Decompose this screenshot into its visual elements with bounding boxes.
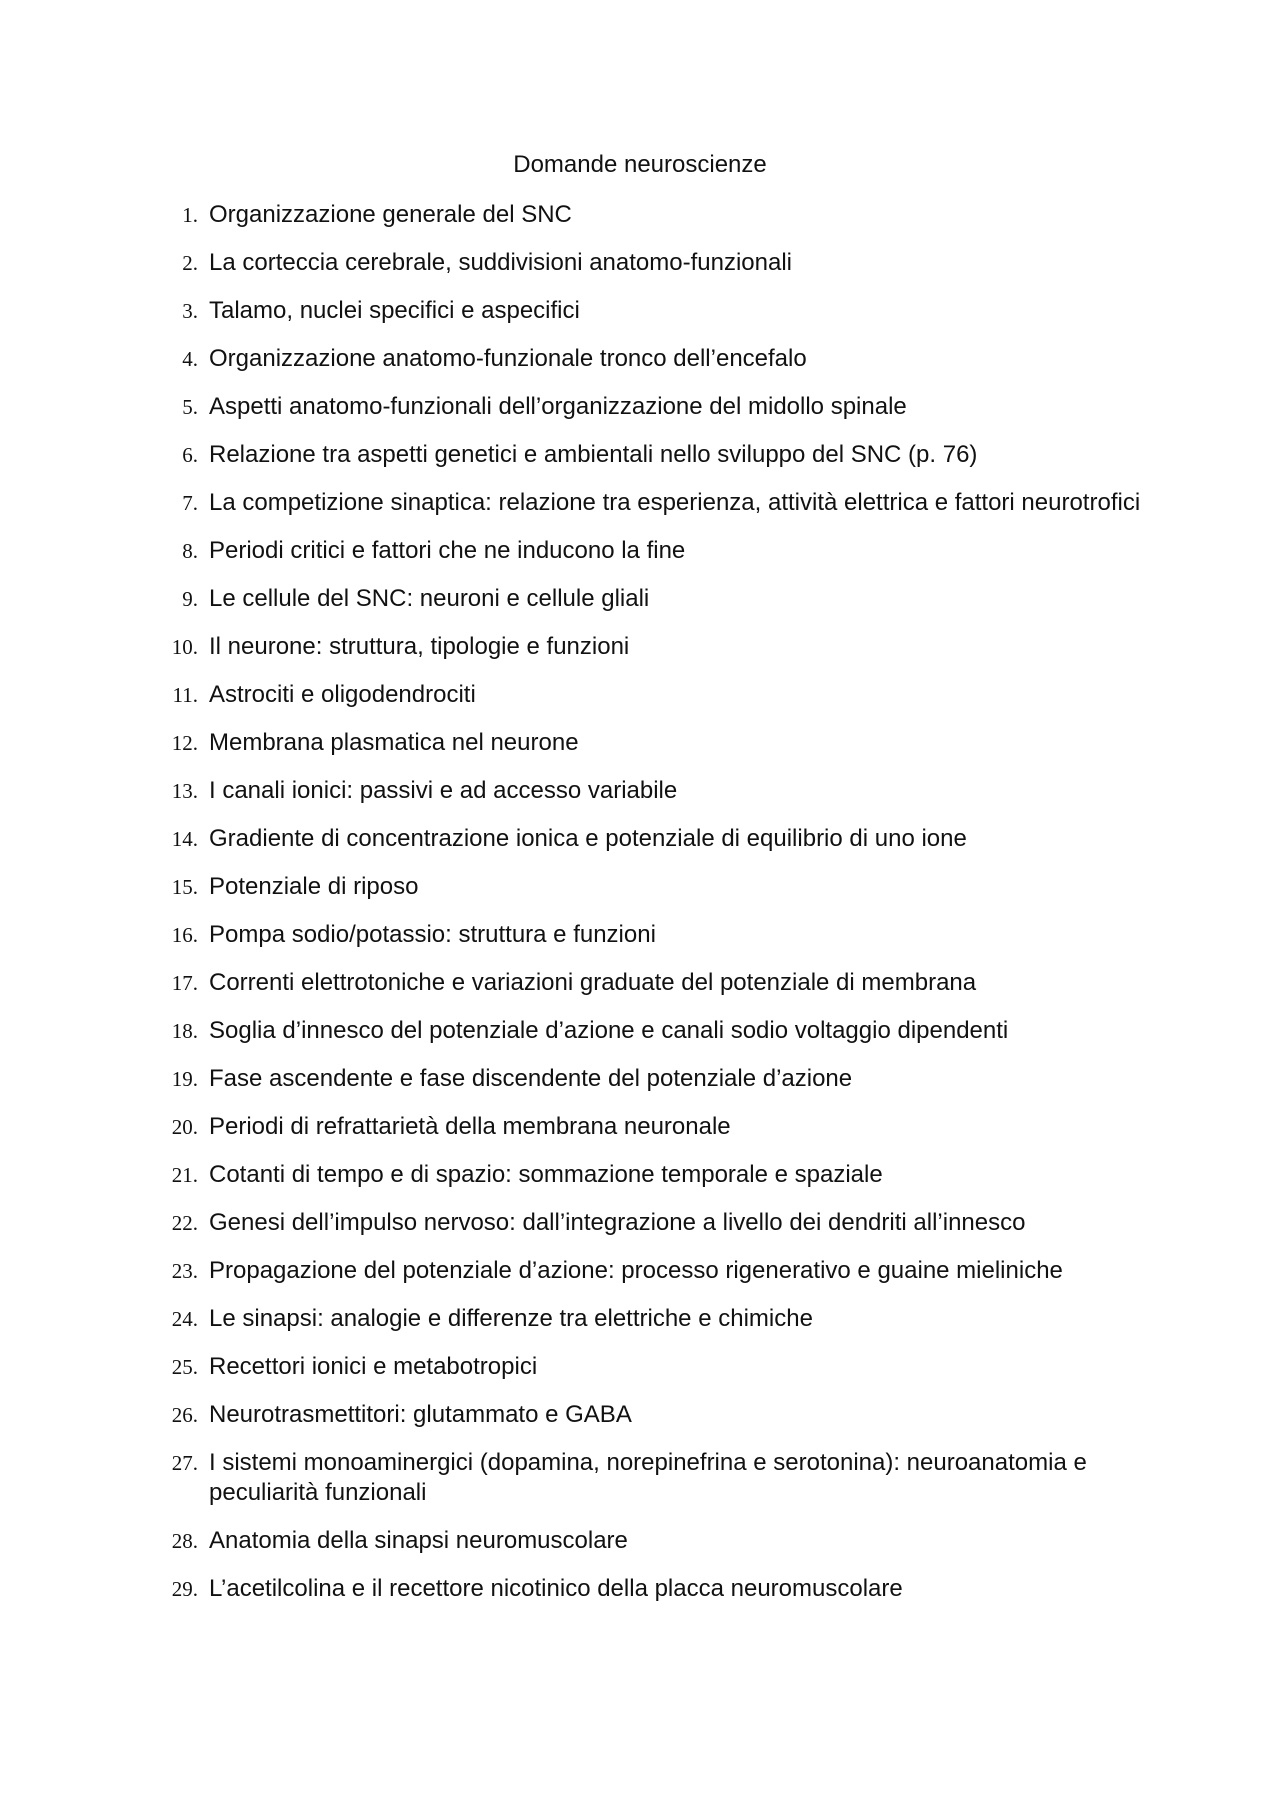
list-item bbox=[150, 248, 1150, 278]
list-item bbox=[150, 872, 1150, 902]
item-number: 12. bbox=[171, 731, 198, 755]
item-number: 28. bbox=[171, 1529, 198, 1553]
item-text: L’acetilcolina e il recettore nicotinico della placca neuromuscolare bbox=[209, 1575, 903, 1602]
item-number: 24. bbox=[171, 1307, 198, 1331]
list-item bbox=[150, 1400, 1150, 1430]
list-item bbox=[150, 632, 1150, 662]
item-number: 29. bbox=[171, 1577, 198, 1601]
list-item bbox=[150, 200, 1150, 230]
list-item bbox=[150, 1256, 1150, 1286]
item-text: La competizione sinaptica: relazione tra esperienza, attività elettrica e fattori neurotrofici bbox=[209, 489, 1141, 516]
list-item bbox=[150, 1112, 1150, 1142]
item-number: 7. bbox=[182, 491, 198, 515]
item-number: 2. bbox=[182, 251, 198, 275]
item-number: 13. bbox=[171, 779, 198, 803]
list-item bbox=[150, 968, 1150, 998]
item-number: 10. bbox=[171, 635, 198, 659]
list-item bbox=[150, 776, 1150, 806]
list-item bbox=[150, 536, 1150, 566]
item-number: 22. bbox=[171, 1211, 198, 1235]
item-text: Pompa sodio/potassio: struttura e funzioni bbox=[209, 921, 656, 948]
item-text: Propagazione del potenziale d’azione: processo rigenerativo e guaine mieliniche bbox=[209, 1257, 1063, 1284]
item-text: Aspetti anatomo-funzionali dell’organizzazione del midollo spinale bbox=[209, 393, 907, 420]
item-text: Il neurone: struttura, tipologie e funzioni bbox=[209, 633, 630, 660]
question-list bbox=[150, 200, 1150, 1622]
item-text: Neurotrasmettitori: glutammato e GABA bbox=[209, 1401, 632, 1428]
item-number: 5. bbox=[182, 395, 198, 419]
list-item bbox=[150, 824, 1150, 854]
item-number: 25. bbox=[171, 1355, 198, 1379]
list-item bbox=[150, 1526, 1150, 1556]
item-text: Anatomia della sinapsi neuromuscolare bbox=[209, 1527, 628, 1554]
item-text: I canali ionici: passivi e ad accesso variabile bbox=[209, 777, 678, 804]
item-text: Membrana plasmatica nel neurone bbox=[209, 729, 579, 756]
item-text: Potenziale di riposo bbox=[209, 873, 419, 900]
item-number: 21. bbox=[171, 1163, 198, 1187]
item-number: 19. bbox=[171, 1067, 198, 1091]
item-number: 20. bbox=[171, 1115, 198, 1139]
item-text: Periodi critici e fattori che ne inducono la fine bbox=[209, 537, 686, 564]
item-text: Cotanti di tempo e di spazio: sommazione temporale e spaziale bbox=[209, 1161, 883, 1188]
item-number: 17. bbox=[171, 971, 198, 995]
item-number: 27. bbox=[171, 1451, 198, 1475]
item-number: 6. bbox=[182, 443, 198, 467]
item-number: 4. bbox=[182, 347, 198, 371]
item-text: I sistemi monoaminergici (dopamina, norepinefrina e serotonina): neuroanatomia e peculiarità funzionali bbox=[209, 1449, 1087, 1506]
item-number: 1. bbox=[182, 203, 198, 227]
item-number: 14. bbox=[171, 827, 198, 851]
item-text: Soglia d’innesco del potenziale d’azione e canali sodio voltaggio dipendenti bbox=[209, 1017, 1009, 1044]
item-number: 8. bbox=[182, 539, 198, 563]
list-item bbox=[150, 344, 1150, 374]
list-item bbox=[150, 1016, 1150, 1046]
item-number: 9. bbox=[182, 587, 198, 611]
item-text: Organizzazione generale del SNC bbox=[209, 201, 572, 228]
item-number: 15. bbox=[171, 875, 198, 899]
list-item bbox=[150, 1448, 1150, 1508]
list-item bbox=[150, 1064, 1150, 1094]
item-text: Correnti elettrotoniche e variazioni graduate del potenziale di membrana bbox=[209, 969, 977, 996]
item-text: Astrociti e oligodendrociti bbox=[209, 681, 476, 708]
list-item bbox=[150, 584, 1150, 614]
item-text: Relazione tra aspetti genetici e ambientali nello sviluppo del SNC (p. 76) bbox=[209, 441, 978, 468]
list-item bbox=[150, 728, 1150, 758]
item-text: Gradiente di concentrazione ionica e potenziale di equilibrio di uno ione bbox=[209, 825, 967, 852]
item-text: Le cellule del SNC: neuroni e cellule gliali bbox=[209, 585, 650, 612]
item-number: 18. bbox=[171, 1019, 198, 1043]
list-item bbox=[150, 488, 1150, 518]
list-item bbox=[150, 392, 1150, 422]
item-text: Organizzazione anatomo-funzionale tronco dell’encefalo bbox=[209, 345, 807, 372]
item-number: 16. bbox=[171, 923, 198, 947]
item-text: Talamo, nuclei specifici e aspecifici bbox=[209, 297, 580, 324]
item-text: Periodi di refrattarietà della membrana neuronale bbox=[209, 1113, 731, 1140]
list-item bbox=[150, 440, 1150, 470]
item-text: Genesi dell’impulso nervoso: dall’integrazione a livello dei dendriti all’innesco bbox=[209, 1209, 1026, 1236]
item-text: Le sinapsi: analogie e differenze tra elettriche e chimiche bbox=[209, 1305, 813, 1332]
item-text: La corteccia cerebrale, suddivisioni anatomo-funzionali bbox=[209, 249, 792, 276]
list-item bbox=[150, 920, 1150, 950]
document-title: Domande neuroscienze bbox=[513, 151, 767, 178]
list-item bbox=[150, 1160, 1150, 1190]
item-number: 26. bbox=[171, 1403, 198, 1427]
list-item bbox=[150, 1352, 1150, 1382]
list-item bbox=[150, 1304, 1150, 1334]
list-item bbox=[150, 1574, 1150, 1604]
item-text: Fase ascendente e fase discendente del potenziale d’azione bbox=[209, 1065, 853, 1092]
list-item bbox=[150, 296, 1150, 326]
list-item bbox=[150, 680, 1150, 710]
item-number: 3. bbox=[182, 299, 198, 323]
item-text: Recettori ionici e metabotropici bbox=[209, 1353, 538, 1380]
item-number: 23. bbox=[171, 1259, 198, 1283]
item-number: 11. bbox=[172, 683, 198, 707]
list-item bbox=[150, 1208, 1150, 1238]
